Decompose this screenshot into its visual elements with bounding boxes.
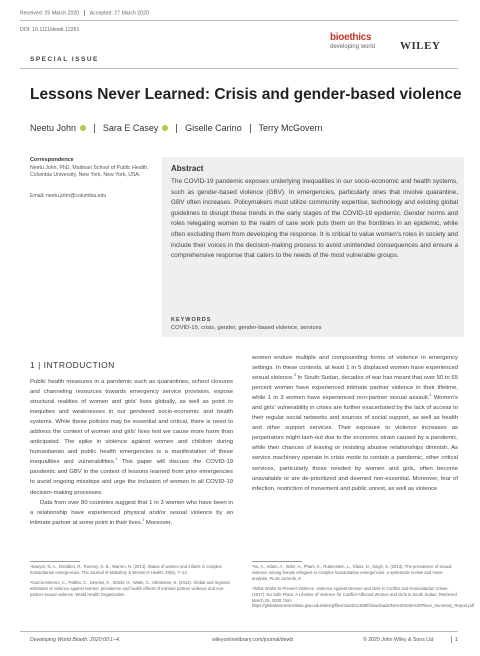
footnote-rule xyxy=(252,561,302,562)
paragraph: women endure multiple and compounding forms of violence in emergency settings. In these contexts, at least 1 in 5 displaced women have experienced sexual violence.$^3$ In South Sudan, decades of war has meant that over 50 to 65 percent women have experienced intimate partner violence in their lifetime, while 1 in 3 women have experienced non-partner sexual assault.$^4$ Women's and girls' vulnerability in crises are further exacerbated by the lack of access to their regular social networks and sources of social support, as well as health and other support services. Their exposure to violence increases as perpetrators might lash-out due to the economic strain caused by a pandemic, while their chances of leaving or resisting abusive relationships diminish. As service machinery operate in crisis mode to contain a pandemic, other critical services, particularly those needed by women and girls, often become unavailable or are de-prioritized and deemed non-essential. Moreover, fear of infection, restriction of movement and public unrest, as well as violence xyxy=(252,355,458,492)
divider xyxy=(94,124,95,133)
footnote-ref[interactable]: 4 xyxy=(429,393,432,398)
author[interactable]: Sara E Casey xyxy=(103,123,169,133)
footnote: ³Vu, A., Adam, A., Wirtz, A., Pham, K., Rubenstein, L., Glass, N., Singh, S. (2014). The prevalence of sexual violence among female refugees in complex humanitarian emergencies: a systematic review and meta-analysis. PLoS currents, 6. xyxy=(252,564,452,581)
abstract-heading: Abstract xyxy=(171,164,204,173)
author-list xyxy=(30,123,323,133)
orcid-icon[interactable] xyxy=(80,125,86,131)
author[interactable]: Neetu John xyxy=(30,123,86,133)
copyright: © 2020 John Wiley & Sons Ltd xyxy=(363,637,434,643)
section-heading: 1 | INTRODUCTION xyxy=(30,360,115,370)
journal-logo-subtitle: developing world xyxy=(330,44,376,50)
divider xyxy=(451,636,452,643)
footer-rule xyxy=(20,631,458,632)
body-column-left xyxy=(30,377,233,528)
article-dates xyxy=(20,10,149,16)
journal-logo-text: bioethics xyxy=(330,32,372,43)
keywords-heading: KEYWORDS xyxy=(171,317,212,323)
article-title: Lessons Never Learned: Crisis and gender-based violence xyxy=(30,86,462,103)
footnote: ¹Sawyer, N. A., Dredden, R., Rooney, G. B., Warren, N. (2014). Status of women and infants in complex humanitarian emergencies. The Journal of Midwifery & Women's Health, 49(5), 7–13. xyxy=(30,564,222,575)
footnote[interactable]: ⁴What Works to Prevent Violence. Violence Against Women and Girls in Conflict and Humanitarian Crises. (2017). No Safe Place: A Lifetime of Violence for Conflict-Affected Women and Girls in South Sudan. Retrieved March 25, 2020, from https://globalwomeninstitute.gwu.edu/sites/g/files/zaxdzs1356/f/downloads/No%20Safe%20Place_Summary_Report.pdf xyxy=(252,585,475,609)
footnote-ref[interactable]: 1 xyxy=(115,457,118,462)
footnotes-right xyxy=(252,564,475,609)
footnote: ²García-Moreno, C., Pallitto, C., Devries, K., Stöckl, H., Watts, C., Abrahams, N. (2013). Global and regional estimates of violence against women: prevalence and health effects of intimate partner violence and non-partner sexual violence. World Health Organization. xyxy=(30,579,230,597)
divider xyxy=(84,10,85,16)
footnote-ref[interactable]: 2 xyxy=(142,517,145,522)
paragraph: Data from over 80 countries suggest that 1 in 3 women who have been in a relationship have experienced physical and/or sexual violence by an intimate partner at some point in their lives.$^2$ Moreover, xyxy=(30,499,233,526)
correspondence-label: Correspondence xyxy=(30,157,74,163)
page-number: 1 xyxy=(455,637,458,643)
orcid-icon[interactable] xyxy=(162,125,168,131)
correspondence-email[interactable]: Email: neetu.john@columbia.edu xyxy=(30,193,107,199)
journal-logo xyxy=(330,31,400,64)
section-rule xyxy=(20,68,458,69)
received-date: Received: 25 March 2020 xyxy=(20,10,80,17)
correspondence-address: Neetu John, PhD, Mailman School of Public Health, Columbia University, New York, New York, USA. xyxy=(30,165,149,179)
section-label: SPECIAL ISSUE xyxy=(30,56,99,63)
abstract-text: The COVID-19 pandemic exposes underlying inequalities in our socio-economic and health systems, such as gender-based violence (GBV). In emergencies, particularly ones that involve quarantine, GBV often increases. Policymakers must utilize community expertise, technology and existing global guidelines to disrupt these trends in the early stages of the COVID-19 epidemic. Gender norms and roles relegating women to the realm of care work puts them on the frontlines in an epidemic, while often excluding them from developing the response. It is critical to value women's roles in society and include their voices in the decision-making process to avoid unintended consequences and ensure a comprehensive response that caters to the needs of the most vulnerable groups. xyxy=(171,178,458,260)
footnote-rule xyxy=(30,561,80,562)
accepted-date: Accepted: 27 March 2020 xyxy=(89,10,149,17)
journal-website-link[interactable]: wileyonlinelibrary.com/journal/dewb xyxy=(212,637,294,643)
divider xyxy=(250,124,251,133)
keywords: COVID-19, crisis, gender, gender-based violence, services xyxy=(171,325,322,331)
doi[interactable]: DOI: 10.1111/dewb.12261 xyxy=(20,27,80,33)
journal-citation: Developing World Bioeth. 2020;00:1–4. xyxy=(30,637,121,643)
divider xyxy=(176,124,177,133)
footnote-ref[interactable]: 3 xyxy=(293,373,296,378)
body-column-right xyxy=(252,353,458,494)
author[interactable]: Giselle Carino xyxy=(185,123,242,133)
publisher-logo: WILEY xyxy=(400,40,441,52)
header-rule xyxy=(20,20,458,21)
paragraph: Public health measures in a pandemic such as quarantines, school closures and channeling resources towards emergency service provision, expose structural realities of women and girls' lives globally, as well as point to inequities and weaknesses in our gendered socio-economic and health systems. While these policies may be essential and critical, there is need to address the context of women and girls' lives lest we cause more harm than anticipated. The spike in violence against women and children during humanitarian and public health emergencies is a manifestation of these inequalities and vulnerabilities.$^1$ This paper will discuss the COVID-19 pandemic and GBV in the context of lessons learned from prior emergencies to avoid ongoing missteps and urge the inclusion of women in all COVID-19 decision-making processes. xyxy=(30,379,234,496)
footnotes-left xyxy=(30,564,230,598)
author[interactable]: Terry McGovern xyxy=(258,123,323,133)
